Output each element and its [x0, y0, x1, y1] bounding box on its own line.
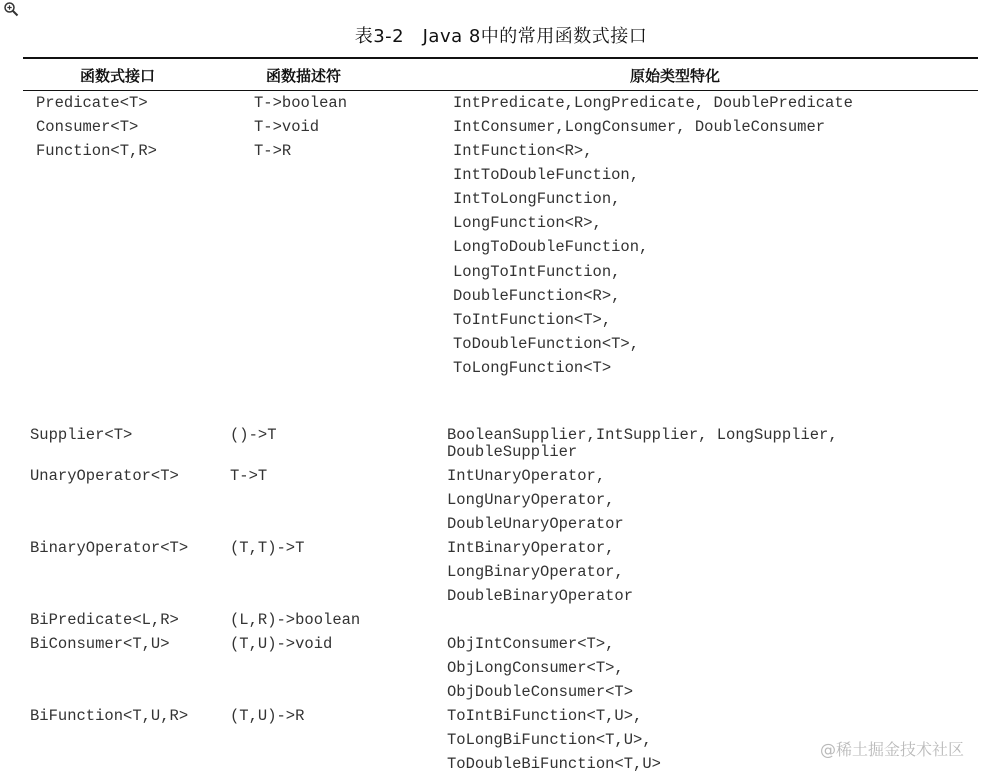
primitive-cell: IntToDoubleFunction, — [453, 166, 640, 185]
primitive-cell: ObjDoubleConsumer<T> — [447, 683, 634, 701]
primitive-cell: IntUnaryOperator, — [447, 467, 606, 485]
table-title: 表3-2 Java 8中的常用函数式接口 — [354, 26, 648, 47]
primitive-cell: ToIntBiFunction<T,U>, — [447, 707, 643, 725]
interface-cell: UnaryOperator<T> — [30, 467, 179, 485]
primitive-cell: LongToIntFunction, — [453, 262, 621, 281]
primitive-cell: ObjLongConsumer<T>, — [447, 659, 624, 677]
primitive-cell: ToIntFunction<T>, — [453, 310, 612, 329]
primitive-cell: LongFunction<R>, — [453, 214, 602, 233]
primitive-cell: LongUnaryOperator, — [447, 491, 615, 509]
primitive-cell: ToLongBiFunction<T,U>, — [447, 731, 652, 749]
table-header-rule — [23, 90, 978, 91]
primitive-cell: LongBinaryOperator, — [447, 563, 624, 581]
interface-cell: Function<T,R> — [36, 142, 157, 160]
primitive-cell: BooleanSupplier,IntSupplier, LongSupplier, — [447, 426, 838, 444]
primitive-cell: ToDoubleBiFunction<T,U> — [447, 755, 661, 773]
primitive-cell: DoubleUnaryOperator — [447, 515, 624, 533]
primitive-cell: DoubleSupplier — [447, 443, 578, 461]
header-interface: 函数式接口 — [80, 67, 156, 85]
header-descriptor: 函数描述符 — [266, 67, 342, 85]
zoom-in-icon[interactable] — [3, 1, 19, 17]
interface-cell: BiFunction<T,U,R> — [30, 707, 189, 725]
descriptor-cell: T->T — [230, 467, 268, 485]
interface-cell: BinaryOperator<T> — [30, 539, 189, 557]
header-primitives: 原始类型特化 — [630, 67, 721, 85]
descriptor-cell: T->R — [254, 142, 292, 160]
descriptor-cell: T->void — [254, 118, 320, 136]
primitive-cell: IntBinaryOperator, — [447, 539, 615, 557]
primitive-cell: ToLongFunction<T> — [453, 358, 612, 377]
descriptor-cell: ()->T — [230, 426, 277, 444]
primitive-cell: IntPredicate,LongPredicate, DoublePredicate — [453, 94, 853, 112]
primitive-cell: ToDoubleFunction<T>, — [453, 334, 640, 353]
interface-cell: BiConsumer<T,U> — [30, 635, 170, 653]
primitive-cell: IntToLongFunction, — [453, 190, 621, 209]
interface-cell: Predicate<T> — [36, 94, 148, 112]
interface-cell: BiPredicate<L,R> — [30, 611, 179, 629]
interface-cell: Consumer<T> — [36, 118, 139, 136]
primitive-cell: ObjIntConsumer<T>, — [447, 635, 615, 653]
primitive-cell: LongToDoubleFunction, — [453, 238, 649, 257]
primitive-cell: IntConsumer,LongConsumer, DoubleConsumer — [453, 118, 826, 136]
primitive-cell: DoubleFunction<R>, — [453, 286, 621, 305]
watermark: @稀土掘金技术社区 — [820, 740, 965, 759]
table-top-rule — [23, 57, 978, 59]
descriptor-cell: (L,R)->boolean — [230, 611, 361, 629]
descriptor-cell: (T,U)->R — [230, 707, 305, 725]
descriptor-cell: (T,U)->void — [230, 635, 333, 653]
descriptor-cell: (T,T)->T — [230, 539, 305, 557]
primitive-cell: DoubleBinaryOperator — [447, 587, 634, 605]
descriptor-cell: T->boolean — [254, 94, 348, 112]
interface-cell: Supplier<T> — [30, 426, 133, 444]
primitive-cell: IntFunction<R>, — [453, 142, 593, 160]
